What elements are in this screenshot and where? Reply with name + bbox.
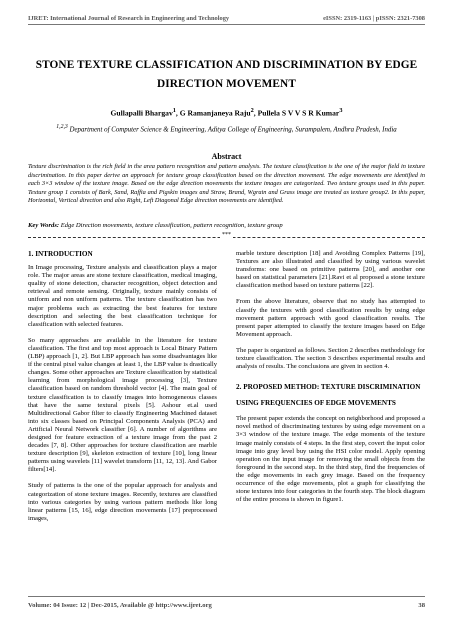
- separator-mark: ***: [222, 232, 231, 238]
- author-1-sup: 1: [172, 107, 176, 114]
- intro-paragraph-5: From the above literature, observe that no study has attempted to classify the textures with good classification results by using edge movement pattern approach with good classification results. The present paper attempted to classify the texture images based on Edge Movement approach.: [236, 298, 425, 338]
- keywords-text: Edge Direction movements, texture classification, pattern recognition, texture group: [59, 222, 283, 229]
- author-2-sup: 2: [250, 107, 254, 114]
- intro-paragraph-6: The paper is organized as follows. Section 2 describes methodology for texture classification. The section 3 describes experimental results and analysis of results. The conclusions are given in section 4.: [236, 346, 425, 371]
- right-column: [236, 250, 425, 512]
- left-column: [28, 250, 217, 531]
- page-number: 38: [418, 602, 425, 609]
- header-divider: [28, 24, 425, 25]
- intro-paragraph-3: Study of patterns is the one of the popular approach for analysis and categorization of stone texture images. Recently, textures are classified into various categories by using various pattern methods like long linear patterns [15, 16], edge direction movements [17] preprocessed images,: [28, 482, 217, 522]
- intro-paragraph-4: marble texture description [18] and Avoiding Complex Patterns [19], Textures are also illustrated and classified by using various wavelet transforms: one based on primitive patterns [20], and another one based on statistical parameters [21].Ravi et al proposed a stone texture classification method based on texture patterns [22].: [236, 250, 425, 290]
- affiliation: [36, 123, 417, 134]
- method-heading: 2. PROPOSED METHOD: TEXTURE DISCRIMINATION USING FREQUENCIES OF EDGE MOVEMENTS: [236, 383, 421, 408]
- intro-paragraph-1: In Image processing, Texture analysis and classification plays a major role. The major areas are stone texture classification, medical imaging, quality of stone detection, character recognition, object detection and retrieval and remote sensing. Originally, texture mainly consists of uniform and non uniform patterns. The texture classification has two major problems such as extracting the best features for texture description and selecting the best classification technique for classification with selected features.: [28, 264, 217, 328]
- abstract-heading: Abstract: [211, 152, 242, 161]
- abstract-text: Texture discrimination is the rich field in the area pattern recognition and pattern analysis. The texture classification is the one of the major field in texture discrimination. In this paper derive an approach for texture group classification based on the direction movement. The edge movements are identified in each 3×3 window of the texture image. Based on the edge direction movements the texture images are categorized. Two texture groups used in this paper. Texture group 1 consists of Bark, Sand, Raffia and Pigskin images and Straw, Brand, Wgrain and Grass image are treated as texture group2. In this paper, Horizontal, Vertical direction and also Right, Left Diagonal Edge direction movements are identified.: [28, 163, 425, 204]
- intro-paragraph-2: So many approaches are available in the literature for texture classification. The first and top most approach is Local Binary Pattern (LBP) approach [1, 2]. But LBP approach has some disadvantages like if the central pixel value changes at least 1, the LBP value is drastically changes. Some other approaches are Texture classification by statistical learning from morphological image processing [3], Texture classification based on random threshold vector [4]. The main goal of texture classification is to classify images into homogeneous classes that have the same textural pixels [5]. Ashour et.al used Multidirectional Gabor filter to classify Engineering Machined dataset into six classes based on Principal Components Analysis (PCA) and Artificial Neural Network classifier [6]. A number of algorithms are designed for feature extraction of a texture image from the past 2 decades [7, 8]. Other approaches for texture classification are marble texture description [9], skeleton extraction of texture [10], long linear patterns using wavelets [11] wavelet transform [11, 12, 13]. And Gabor filters[14].: [28, 336, 217, 474]
- journal-name: IJRET: International Journal of Research in Engineering and Technology: [28, 15, 230, 22]
- method-paragraph-1: The present paper extends the concept on neighborhood and proposed a novel method of discriminating textures by using edge movement on a 3×3 window of the texture image. The edge moments of the texture image mainly consists of 4 steps. In the first step, covert the input color image into gray level buy using the HSI color model. Apply opening operation on the input image for removing the small objects from the foreground in the second step. In the third step, find the frequencies of the edge movements in each grey image. Based on the frequency occurrence of the edge movements, plot a graph for classifying the stone textures into four categories in the fourth step. The block diagram of the entire process is shown in figure1.: [236, 415, 425, 504]
- keywords: [28, 222, 425, 231]
- author-3: , Pullela S V V S R Kumar: [253, 108, 340, 118]
- author-1: Gullapalli Bhargav: [110, 108, 173, 118]
- footer-divider: [28, 596, 425, 597]
- author-3-sup: 3: [339, 107, 343, 114]
- journal-issn: eISSN: 2319-1163 | pISSN: 2321-7308: [323, 15, 425, 22]
- page-footer: [28, 602, 425, 609]
- author-list: [28, 107, 425, 118]
- affiliation-text: Department of Computer Science & Engineering, Aditya College of Engineering, Surampalem, Andhra Pradesh, India: [67, 126, 397, 134]
- paper-title: STONE TEXTURE CLASSIFICATION AND DISCRIMINATION BY EDGE DIRECTION MOVEMENT: [35, 59, 418, 90]
- keywords-label: Key Words:: [28, 222, 60, 229]
- affiliation-sup: 1,2,3: [56, 124, 68, 130]
- footer-volume: Volume: 04 Issue: 12 | Dec-2015, Available @ http://www.ijret.org: [28, 602, 212, 609]
- intro-heading: 1. INTRODUCTION: [28, 250, 93, 258]
- author-2: , G Ramanjaneya Raju: [175, 108, 251, 118]
- journal-header: [28, 8, 425, 22]
